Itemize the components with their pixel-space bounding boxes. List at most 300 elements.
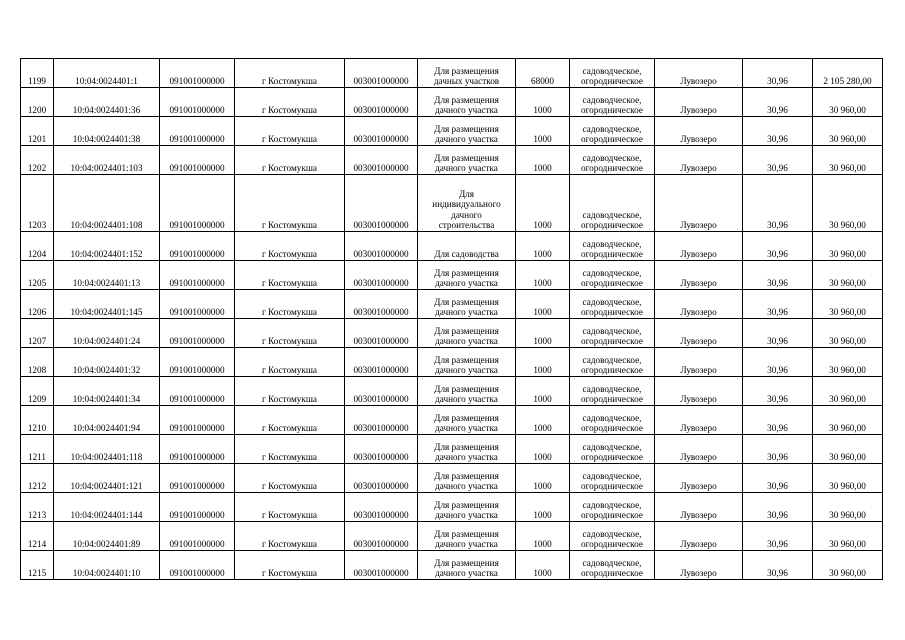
area-cell (516, 319, 570, 348)
area-cell (516, 117, 570, 146)
oktmo-code-cell (345, 464, 418, 493)
cadastral-number-text: 10:04:0024401:145 (70, 307, 143, 318)
locality-text: Лувозеро (680, 249, 717, 260)
okato-code-text: 091001000000 (169, 394, 225, 405)
row-number-text: 1205 (27, 278, 47, 289)
locality-cell (655, 551, 743, 580)
permitted-use-cell (418, 117, 516, 146)
row-number-text: 1206 (27, 307, 47, 318)
permitted-use-cell (418, 406, 516, 435)
cadastral-number-text: 10:04:0024401:108 (70, 220, 143, 231)
okato-code-text: 091001000000 (169, 539, 225, 550)
specific-value-cell (743, 175, 813, 232)
oktmo-code-text: 003001000000 (353, 423, 409, 434)
permitted-use-text: Для размещения дачного участка (434, 123, 499, 145)
land-category-text: садоводческое, огородническое (581, 528, 643, 550)
okato-code-cell (160, 348, 235, 377)
specific-value-cell (743, 232, 813, 261)
land-category-text: садоводческое, огородническое (581, 296, 643, 318)
okato-code-cell (160, 464, 235, 493)
permitted-use-cell (418, 551, 516, 580)
okato-code-cell (160, 319, 235, 348)
cadastral-value-cell (813, 146, 883, 175)
table-row (21, 348, 883, 377)
permitted-use-text: Для размещения дачного участка (434, 354, 499, 376)
row-number-text: 1203 (27, 220, 47, 231)
row-number-text: 1212 (27, 481, 47, 492)
municipality-cell (235, 377, 345, 406)
permitted-use-cell (418, 146, 516, 175)
table-row (21, 88, 883, 117)
land-category-text: садоводческое, огородническое (581, 441, 643, 463)
locality-text: Лувозеро (680, 510, 717, 521)
table-row (21, 232, 883, 261)
municipality-cell (235, 261, 345, 290)
area-cell (516, 522, 570, 551)
cadastral-number-text: 10:04:0024401:13 (72, 278, 141, 289)
cadastral-value-cell (813, 406, 883, 435)
oktmo-code-text: 003001000000 (353, 134, 409, 145)
area-cell (516, 146, 570, 175)
cadastral-number-cell (54, 232, 160, 261)
table-row (21, 406, 883, 435)
specific-value-text: 30,96 (767, 249, 788, 260)
municipality-text: г Костомукша (262, 510, 317, 521)
oktmo-code-cell (345, 522, 418, 551)
row-number-text: 1199 (27, 76, 47, 87)
land-category-text: садоводческое, огородническое (581, 209, 643, 231)
area-text: 1000 (533, 394, 552, 405)
specific-value-cell (743, 117, 813, 146)
oktmo-code-text: 003001000000 (353, 163, 409, 174)
cadastral-value-text: 30 960,00 (829, 568, 866, 579)
area-text: 1000 (533, 568, 552, 579)
specific-value-text: 30,96 (767, 452, 788, 463)
locality-cell (655, 232, 743, 261)
specific-value-cell (743, 435, 813, 464)
permitted-use-text: Для размещения дачного участка (434, 499, 499, 521)
specific-value-text: 30,96 (767, 76, 788, 87)
permitted-use-text: Для садоводства (434, 249, 499, 260)
okato-code-text: 091001000000 (169, 423, 225, 434)
land-category-cell (570, 464, 655, 493)
okato-code-cell (160, 175, 235, 232)
oktmo-code-text: 003001000000 (353, 307, 409, 318)
cadastral-value-text: 30 960,00 (829, 539, 866, 550)
okato-code-cell (160, 232, 235, 261)
permitted-use-text: Для размещения дачного участка (434, 412, 499, 434)
municipality-cell (235, 435, 345, 464)
municipality-cell (235, 493, 345, 522)
row-number-text: 1210 (27, 423, 47, 434)
specific-value-text: 30,96 (767, 220, 788, 231)
oktmo-code-text: 003001000000 (353, 510, 409, 521)
locality-text: Лувозеро (680, 278, 717, 289)
cadastral-value-text: 30 960,00 (829, 336, 866, 347)
permitted-use-cell (418, 290, 516, 319)
specific-value-text: 30,96 (767, 134, 788, 145)
area-text: 1000 (533, 307, 552, 318)
specific-value-cell (743, 551, 813, 580)
table-row (21, 261, 883, 290)
land-category-cell (570, 88, 655, 117)
area-text: 1000 (533, 365, 552, 376)
specific-value-cell (743, 406, 813, 435)
area-cell (516, 290, 570, 319)
cadastral-number-text: 10:04:0024401:36 (72, 105, 141, 116)
cadastral-value-text: 30 960,00 (829, 452, 866, 463)
oktmo-code-text: 003001000000 (353, 76, 409, 87)
cadastral-value-cell (813, 117, 883, 146)
locality-cell (655, 522, 743, 551)
land-category-cell (570, 59, 655, 88)
cadastral-number-cell (54, 406, 160, 435)
permitted-use-cell (418, 319, 516, 348)
locality-text: Лувозеро (680, 220, 717, 231)
row-number-cell (21, 464, 54, 493)
oktmo-code-text: 003001000000 (353, 336, 409, 347)
land-category-cell (570, 493, 655, 522)
cadastral-value-cell (813, 261, 883, 290)
land-category-cell (570, 406, 655, 435)
okato-code-text: 091001000000 (169, 220, 225, 231)
locality-cell (655, 464, 743, 493)
specific-value-cell (743, 522, 813, 551)
land-category-cell (570, 522, 655, 551)
cadastral-number-cell (54, 59, 160, 88)
okato-code-cell (160, 146, 235, 175)
okato-code-text: 091001000000 (169, 336, 225, 347)
municipality-text: г Костомукша (262, 539, 317, 550)
oktmo-code-cell (345, 435, 418, 464)
oktmo-code-text: 003001000000 (353, 568, 409, 579)
land-category-cell (570, 232, 655, 261)
locality-text: Лувозеро (680, 539, 717, 550)
area-cell (516, 406, 570, 435)
specific-value-text: 30,96 (767, 365, 788, 376)
okato-code-cell (160, 522, 235, 551)
land-category-text: садоводческое, огородническое (581, 123, 643, 145)
permitted-use-text: Для размещения дачного участка (434, 441, 499, 463)
area-text: 1000 (533, 278, 552, 289)
row-number-cell (21, 117, 54, 146)
okato-code-text: 091001000000 (169, 510, 225, 521)
permitted-use-text: Для индивидуального дачного строительства (432, 188, 501, 231)
municipality-cell (235, 522, 345, 551)
land-category-cell (570, 348, 655, 377)
oktmo-code-text: 003001000000 (353, 539, 409, 550)
locality-text: Лувозеро (680, 105, 717, 116)
locality-text: Лувозеро (680, 365, 717, 376)
land-category-text: садоводческое, огородническое (581, 238, 643, 260)
municipality-text: г Костомукша (262, 452, 317, 463)
municipality-cell (235, 406, 345, 435)
cadastral-number-text: 10:04:0024401:1 (75, 76, 138, 87)
land-category-cell (570, 377, 655, 406)
cadastral-number-text: 10:04:0024401:144 (70, 510, 143, 521)
table-row (21, 551, 883, 580)
land-category-text: садоводческое, огородническое (581, 325, 643, 347)
land-category-cell (570, 117, 655, 146)
land-category-text: садоводческое, огородническое (581, 557, 643, 579)
cadastral-number-text: 10:04:0024401:152 (70, 249, 143, 260)
specific-value-text: 30,96 (767, 539, 788, 550)
municipality-cell (235, 175, 345, 232)
row-number-cell (21, 261, 54, 290)
municipality-text: г Костомукша (262, 134, 317, 145)
area-text: 1000 (533, 481, 552, 492)
cadastral-value-text: 30 960,00 (829, 220, 866, 231)
cadastral-value-cell (813, 175, 883, 232)
specific-value-text: 30,96 (767, 394, 788, 405)
row-number-text: 1208 (27, 365, 47, 376)
area-text: 1000 (533, 336, 552, 347)
table-row (21, 377, 883, 406)
specific-value-cell (743, 348, 813, 377)
cadastral-value-text: 30 960,00 (829, 394, 866, 405)
land-category-cell (570, 146, 655, 175)
municipality-cell (235, 88, 345, 117)
row-number-cell (21, 319, 54, 348)
specific-value-text: 30,96 (767, 423, 788, 434)
permitted-use-text: Для размещения дачного участка (434, 470, 499, 492)
okato-code-cell (160, 493, 235, 522)
cadastral-number-cell (54, 319, 160, 348)
specific-value-text: 30,96 (767, 481, 788, 492)
permitted-use-cell (418, 348, 516, 377)
specific-value-cell (743, 146, 813, 175)
locality-text: Лувозеро (680, 481, 717, 492)
row-number-cell (21, 88, 54, 117)
row-number-text: 1204 (27, 249, 47, 260)
row-number-cell (21, 435, 54, 464)
permitted-use-cell (418, 377, 516, 406)
land-category-text: садоводческое, огородническое (581, 354, 643, 376)
okato-code-cell (160, 117, 235, 146)
municipality-cell (235, 59, 345, 88)
permitted-use-cell (418, 435, 516, 464)
permitted-use-cell (418, 493, 516, 522)
locality-cell (655, 175, 743, 232)
okato-code-text: 091001000000 (169, 76, 225, 87)
land-category-text: садоводческое, огородническое (581, 65, 643, 87)
locality-text: Лувозеро (680, 568, 717, 579)
municipality-cell (235, 348, 345, 377)
cadastral-number-cell (54, 88, 160, 117)
cadastral-number-text: 10:04:0024401:24 (72, 336, 141, 347)
oktmo-code-text: 003001000000 (353, 481, 409, 492)
table-row (21, 117, 883, 146)
cadastral-value-cell (813, 59, 883, 88)
area-cell (516, 348, 570, 377)
cadastral-value-cell (813, 377, 883, 406)
specific-value-text: 30,96 (767, 307, 788, 318)
land-category-cell (570, 319, 655, 348)
specific-value-cell (743, 319, 813, 348)
locality-cell (655, 59, 743, 88)
area-text: 1000 (533, 539, 552, 550)
specific-value-cell (743, 261, 813, 290)
specific-value-text: 30,96 (767, 163, 788, 174)
permitted-use-text: Для размещения дачного участка (434, 152, 499, 174)
cadastral-value-text: 30 960,00 (829, 163, 866, 174)
cadastral-number-text: 10:04:0024401:34 (72, 394, 141, 405)
locality-cell (655, 88, 743, 117)
table-row (21, 435, 883, 464)
specific-value-cell (743, 59, 813, 88)
row-number-cell (21, 551, 54, 580)
permitted-use-cell (418, 88, 516, 117)
permitted-use-text: Для размещения дачного участка (434, 296, 499, 318)
locality-cell (655, 348, 743, 377)
table-row (21, 493, 883, 522)
municipality-cell (235, 464, 345, 493)
locality-cell (655, 406, 743, 435)
cadastral-number-cell (54, 377, 160, 406)
municipality-text: г Костомукша (262, 336, 317, 347)
cadastral-number-text: 10:04:0024401:38 (72, 134, 141, 145)
cadastral-value-cell (813, 348, 883, 377)
locality-text: Лувозеро (680, 163, 717, 174)
oktmo-code-text: 003001000000 (353, 452, 409, 463)
permitted-use-text: Для размещения дачного участка (434, 94, 499, 116)
municipality-text: г Костомукша (262, 249, 317, 260)
cadastral-value-cell (813, 232, 883, 261)
row-number-text: 1215 (27, 568, 47, 579)
cadastral-value-text: 30 960,00 (829, 134, 866, 145)
land-category-text: садоводческое, огородническое (581, 152, 643, 174)
land-category-cell (570, 175, 655, 232)
cadastral-number-cell (54, 348, 160, 377)
specific-value-cell (743, 493, 813, 522)
area-cell (516, 175, 570, 232)
row-number-text: 1207 (27, 336, 47, 347)
municipality-text: г Костомукша (262, 76, 317, 87)
specific-value-text: 30,96 (767, 105, 788, 116)
municipality-cell (235, 290, 345, 319)
cadastral-number-cell (54, 551, 160, 580)
oktmo-code-cell (345, 59, 418, 88)
cadastral-value-cell (813, 88, 883, 117)
cadastral-number-text: 10:04:0024401:89 (72, 539, 141, 550)
oktmo-code-cell (345, 175, 418, 232)
okato-code-text: 091001000000 (169, 134, 225, 145)
oktmo-code-cell (345, 319, 418, 348)
oktmo-code-text: 003001000000 (353, 249, 409, 260)
locality-text: Лувозеро (680, 336, 717, 347)
cadastral-number-text: 10:04:0024401:32 (72, 365, 141, 376)
cadastral-number-text: 10:04:0024401:121 (70, 481, 143, 492)
specific-value-text: 30,96 (767, 568, 788, 579)
row-number-cell (21, 406, 54, 435)
row-number-cell (21, 232, 54, 261)
cadastral-value-cell (813, 522, 883, 551)
permitted-use-text: Для размещения дачного участка (434, 325, 499, 347)
oktmo-code-cell (345, 377, 418, 406)
permitted-use-cell (418, 522, 516, 551)
cadastral-value-text: 30 960,00 (829, 307, 866, 318)
permitted-use-text: Для размещения дачного участка (434, 557, 499, 579)
area-cell (516, 435, 570, 464)
row-number-cell (21, 290, 54, 319)
table-row (21, 319, 883, 348)
specific-value-text: 30,96 (767, 510, 788, 521)
row-number-cell (21, 348, 54, 377)
land-category-cell (570, 551, 655, 580)
municipality-text: г Костомукша (262, 307, 317, 318)
cadastral-number-cell (54, 261, 160, 290)
locality-cell (655, 435, 743, 464)
okato-code-text: 091001000000 (169, 307, 225, 318)
area-text: 1000 (533, 452, 552, 463)
permitted-use-cell (418, 59, 516, 88)
locality-text: Лувозеро (680, 423, 717, 434)
cadastral-value-cell (813, 290, 883, 319)
row-number-cell (21, 377, 54, 406)
cadastral-number-cell (54, 464, 160, 493)
locality-cell (655, 377, 743, 406)
oktmo-code-text: 003001000000 (353, 278, 409, 289)
area-cell (516, 377, 570, 406)
cadastral-value-text: 30 960,00 (829, 278, 866, 289)
municipality-text: г Костомукша (262, 220, 317, 231)
oktmo-code-cell (345, 406, 418, 435)
area-text: 1000 (533, 163, 552, 174)
permitted-use-text: Для размещения дачных участков (433, 65, 500, 87)
oktmo-code-text: 003001000000 (353, 220, 409, 231)
cadastral-number-cell (54, 290, 160, 319)
table-row (21, 175, 883, 232)
area-cell (516, 88, 570, 117)
row-number-text: 1214 (27, 539, 47, 550)
oktmo-code-cell (345, 290, 418, 319)
row-number-text: 1200 (27, 105, 47, 116)
table-row (21, 522, 883, 551)
okato-code-text: 091001000000 (169, 163, 225, 174)
locality-cell (655, 319, 743, 348)
oktmo-code-text: 003001000000 (353, 365, 409, 376)
area-text: 1000 (533, 134, 552, 145)
row-number-text: 1211 (27, 452, 47, 463)
okato-code-text: 091001000000 (169, 481, 225, 492)
oktmo-code-cell (345, 493, 418, 522)
permitted-use-cell (418, 464, 516, 493)
table-row (21, 290, 883, 319)
cadastral-value-text: 30 960,00 (829, 481, 866, 492)
municipality-cell (235, 117, 345, 146)
area-text: 1000 (533, 220, 552, 231)
row-number-cell (21, 59, 54, 88)
oktmo-code-cell (345, 261, 418, 290)
table-row (21, 464, 883, 493)
permitted-use-cell (418, 232, 516, 261)
okato-code-text: 091001000000 (169, 249, 225, 260)
area-text: 1000 (533, 249, 552, 260)
cadastral-value-text: 30 960,00 (829, 423, 866, 434)
cadastral-number-cell (54, 435, 160, 464)
permitted-use-cell (418, 175, 516, 232)
permitted-use-cell (418, 261, 516, 290)
locality-cell (655, 290, 743, 319)
row-number-cell (21, 146, 54, 175)
land-registry-table (20, 58, 883, 580)
okato-code-cell (160, 261, 235, 290)
locality-text: Лувозеро (680, 394, 717, 405)
permitted-use-text: Для размещения дачного участка (434, 267, 499, 289)
row-number-cell (21, 493, 54, 522)
oktmo-code-cell (345, 551, 418, 580)
area-cell (516, 493, 570, 522)
